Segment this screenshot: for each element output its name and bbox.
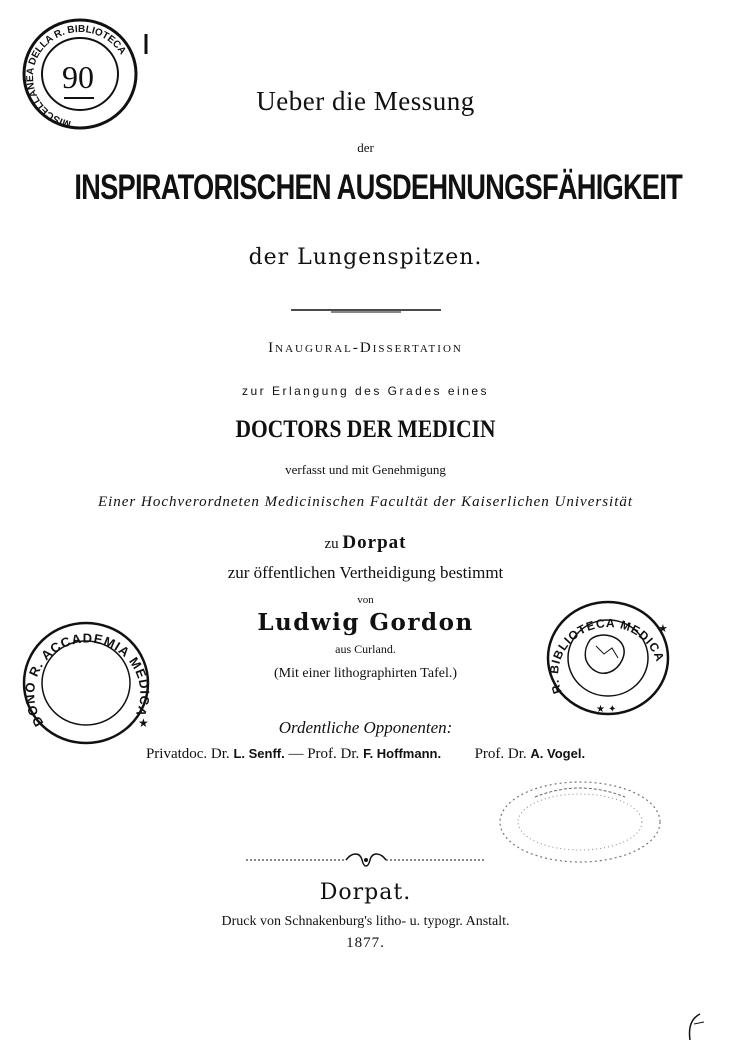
opponent-1-prefix: Privatdoc. Dr. <box>145 746 230 762</box>
dissertation-purpose: zur Erlangung des Grades eines <box>241 384 490 398</box>
library-stamp-icon <box>18 14 148 136</box>
svg-text:R. BIBLIOTECA MEDICA: R. BIBLIOTECA MEDICA <box>547 615 668 696</box>
plate-note: (Mit einer lithographirten Tafel.) <box>273 666 458 681</box>
author-name: Ludwig Gordon <box>257 609 474 636</box>
title-line-2: der <box>357 140 374 155</box>
svg-text:MISCELLANEA DELLA R. BIBLIOTEC: MISCELLANEA DELLA R. BIBLIOTECA <box>24 23 128 130</box>
opponent-2: F. Hoffmann. <box>363 746 442 761</box>
place-line <box>0 532 731 554</box>
faculty-line: Einer Hochverordneten Medicinischen Facultät der Kaiserlichen Universität <box>97 494 634 510</box>
defense-line: zur öffentlichen Vertheidigung bestimmt <box>227 563 504 582</box>
place-prefix: zu <box>324 536 339 552</box>
opponent-3-prefix: Prof. Dr. <box>474 746 527 762</box>
svg-text:★: ★ <box>658 622 668 635</box>
ornamental-divider <box>0 850 731 874</box>
approval-line: verfasst und mit Genehmigung <box>285 462 446 477</box>
svg-text:DONO R. ACCADEMIA MEDICA: DONO R. ACCADEMIA MEDICA <box>22 630 153 730</box>
degree-title: DOCTORS DER MEDICIN <box>235 416 496 443</box>
place-name: Dorpat <box>342 532 407 553</box>
title-line-1: Ueber die Messung <box>256 86 475 116</box>
imprint-printer: Druck von Schnakenburg's litho- u. typogr. Anstalt. <box>221 914 510 929</box>
opponents-heading: Ordentliche Opponenten: <box>278 718 453 737</box>
medical-library-stamp-icon <box>540 596 680 726</box>
title-line-4: der Lungenspitzen. <box>248 245 483 270</box>
imprint-city: Dorpat. <box>319 880 412 905</box>
svg-text:★ ✦: ★ ✦ <box>596 704 617 715</box>
imprint-year: 1877. <box>346 935 385 951</box>
dissertation-type: Inaugural-Dissertation <box>268 340 463 356</box>
pen-mark-icon <box>680 1010 710 1044</box>
main-title: INSPIRATORISCHEN AUSDEHNUNGSFÄHIGKEIT <box>74 168 683 207</box>
opponent-2-prefix: — Prof. Dr. <box>288 746 360 762</box>
author-origin: aus Curland. <box>335 642 396 656</box>
opponent-3: A. Vogel. <box>530 746 586 761</box>
academy-stamp-icon <box>14 613 156 753</box>
ornamental-rule <box>0 299 731 318</box>
svg-text:★: ★ <box>138 716 149 730</box>
opponent-1: L. Senff. <box>233 746 285 761</box>
by-line: von <box>357 594 374 606</box>
svg-text:90: 90 <box>62 59 94 95</box>
